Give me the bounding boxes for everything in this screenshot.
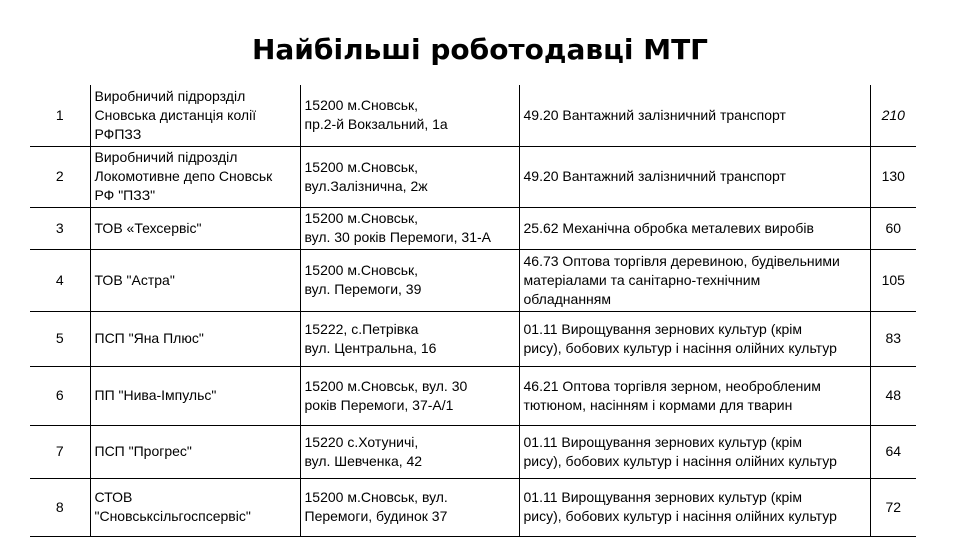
row-number: 1: [30, 85, 90, 146]
page-title: Найбільші роботодавці МТГ: [251, 33, 709, 66]
employer-address: 15200 м.Сновськ, вул. 30 років Перемоги, 31-А: [300, 207, 519, 249]
row-number: 4: [30, 249, 90, 311]
row-number: 8: [30, 478, 90, 536]
employer-name: ТОВ "Астра": [90, 249, 300, 311]
activity-type: 49.20 Вантажний залізничний транспорт: [519, 146, 870, 207]
table-row: [30, 478, 916, 536]
table-row: [30, 207, 916, 249]
table-row: [30, 146, 916, 207]
table-row: [30, 85, 916, 146]
employer-address: 15220 с.Хотуничі, вул. Шевченка, 42: [300, 425, 519, 478]
employee-count: 83: [870, 311, 916, 366]
employer-name: Виробничий підрозділ Локомотивне депо Сновськ РФ "ПЗЗ": [90, 146, 300, 207]
employee-count: 210: [870, 85, 916, 146]
row-number: 6: [30, 366, 90, 425]
activity-type: 01.11 Вирощування зернових культур (крім рису), бобових культур і насіння олійних культур: [519, 425, 870, 478]
employer-address: 15200 м.Сновськ, вул.Залізнична, 2ж: [300, 146, 519, 207]
employers-table: [30, 85, 916, 537]
employer-address: 15222, с.Петрівка вул. Центральна, 16: [300, 311, 519, 366]
activity-type: 01.11 Вирощування зернових культур (крім рису), бобових культур і насіння олійних культур: [519, 478, 870, 536]
employer-name: Виробничий підрорзділ Сновська дистанція колії РФПЗЗ: [90, 85, 300, 146]
activity-type: 46.73 Оптова торгівля деревиною, будівельними матеріалами та санітарно-технічним обладнанням: [519, 249, 870, 311]
row-number: 2: [30, 146, 90, 207]
employer-name: СТОВ "Сновськсільгоспсервіс": [90, 478, 300, 536]
employer-address: 15200 м.Сновськ, вул. Перемоги, 39: [300, 249, 519, 311]
employer-address: 15200 м.Сновськ, пр.2-й Вокзальний, 1а: [300, 85, 519, 146]
row-number: 7: [30, 425, 90, 478]
employee-count: 64: [870, 425, 916, 478]
employer-name: ПСП "Яна Плюс": [90, 311, 300, 366]
employer-name: ПП "Нива-Імпульс": [90, 366, 300, 425]
row-number: 3: [30, 207, 90, 249]
employer-address: 15200 м.Сновськ, вул. 30 років Перемоги, 37-А/1: [300, 366, 519, 425]
employee-count: 48: [870, 366, 916, 425]
activity-type: 49.20 Вантажний залізничний транспорт: [519, 85, 870, 146]
employee-count: 130: [870, 146, 916, 207]
employer-name: ТОВ «Техсервіс": [90, 207, 300, 249]
employer-name: ПСП "Прогрес": [90, 425, 300, 478]
employee-count: 72: [870, 478, 916, 536]
row-number: 5: [30, 311, 90, 366]
activity-type: 46.21 Оптова торгівля зерном, необробленим тютюном, насінням і кормами для тварин: [519, 366, 870, 425]
activity-type: 01.11 Вирощування зернових культур (крім рису), бобових культур і насіння олійних культур: [519, 311, 870, 366]
table-row: [30, 249, 916, 311]
table-row: [30, 366, 916, 425]
employee-count: 105: [870, 249, 916, 311]
employee-count: 60: [870, 207, 916, 249]
employer-address: 15200 м.Сновськ, вул. Перемоги, будинок 37: [300, 478, 519, 536]
activity-type: 25.62 Механічна обробка металевих виробів: [519, 207, 870, 249]
table-row: [30, 425, 916, 478]
table-row: [30, 311, 916, 366]
